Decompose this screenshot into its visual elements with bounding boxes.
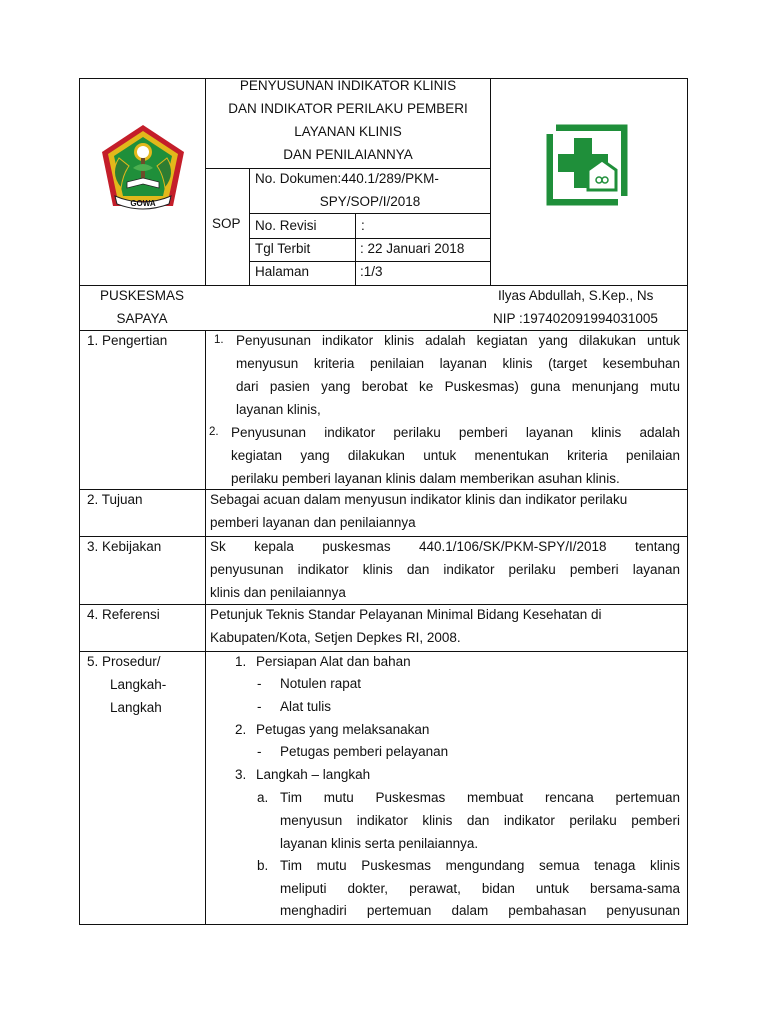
prosedur-step-3-text: Langkah – langkah xyxy=(256,767,371,782)
prosedur-step-1-number: 1. xyxy=(235,654,247,669)
prosedur-step-3a-line-2: menyusun indikator klinis dan indikator perilaku pemberi xyxy=(280,813,680,828)
pengertian-item-1-line-3: dari pasien yang berobat ke Puskesmas) guna menunjang mutu xyxy=(236,379,680,394)
halaman-label: Halaman xyxy=(255,264,310,279)
puskesmas-logo xyxy=(546,124,628,206)
section-label-pengertian: 1. Pengertian xyxy=(87,333,168,348)
referensi-line-2: Kabupaten/Kota, Setjen Depkes RI, 2008. xyxy=(210,630,461,645)
prosedur-step-3a-line-1: Tim mutu Puskesmas membuat rencana pertemuan xyxy=(280,790,680,805)
tgl-terbit-label: Tgl Terbit xyxy=(255,241,311,256)
pengertian-item-1-number: 1. xyxy=(214,334,224,346)
prosedur-step-3-number: 3. xyxy=(235,767,247,782)
pengertian-item-2-line-2: kegiatan yang dilakukan untuk menentukan kriteria penilaian xyxy=(231,448,680,463)
border-right xyxy=(687,78,688,925)
section-label-kebijakan: 3. Kebijakan xyxy=(87,539,162,554)
prosedur-step-1-sub-2: Alat tulis xyxy=(280,699,332,714)
dash-bullet: - xyxy=(257,676,262,691)
kebijakan-line-3: klinis dan penilaiannya xyxy=(210,585,346,600)
kebijakan-line-2: penyusunan indikator klinis dan indikator perilaku pemberi layanan xyxy=(210,562,680,577)
pengertian-item-2-line-3: perilaku pemberi layanan klinis dalam memberikan asuhan klinis. xyxy=(231,471,620,486)
pengertian-item-1-line-4: layanan klinis, xyxy=(236,402,321,417)
section-label-referensi: 4. Referensi xyxy=(87,607,160,622)
revisi-value: : xyxy=(361,218,365,233)
pengertian-item-2-number: 2. xyxy=(209,426,219,438)
prosedur-step-3a-letter: a. xyxy=(257,790,269,805)
prosedur-step-2-number: 2. xyxy=(235,722,247,737)
doc-number-label: No. Dokumen:440.1/289/PKM- xyxy=(255,171,439,186)
sop-document xyxy=(79,78,688,925)
tujuan-line-1: Sebagai acuan dalam menyusun indikator klinis dan indikator perilaku xyxy=(210,492,628,507)
pengertian-item-1-line-1: Penyusunan indikator klinis adalah kegiatan yang dilakukan untuk xyxy=(236,333,680,348)
tgl-terbit-value: : 22 Januari 2018 xyxy=(360,241,465,256)
org-name-line-2: SAPAYA xyxy=(116,311,168,326)
prosedur-step-2-sub-1: Petugas pemberi pelayanan xyxy=(280,744,449,759)
title-line-3: LAYANAN KLINIS xyxy=(294,124,402,139)
doc-number-continuation: SPY/SOP/I/2018 xyxy=(319,194,421,209)
dash-bullet: - xyxy=(257,744,262,759)
signer-nip: NIP :197402091994031005 xyxy=(493,311,658,326)
referensi-line-1: Petunjuk Teknis Standar Pelayanan Minimal Bidang Kesehatan di xyxy=(210,607,602,622)
body-divider xyxy=(205,330,206,925)
border-left xyxy=(79,78,80,925)
gowa-emblem-logo xyxy=(99,122,187,214)
sop-divider xyxy=(249,168,250,285)
section-label-tujuan: 2. Tujuan xyxy=(87,492,143,507)
halaman-value: :1/3 xyxy=(360,264,383,279)
title-line-1: PENYUSUNAN INDIKATOR KLINIS xyxy=(239,78,457,93)
section-label-prosedur-line-3: Langkah xyxy=(110,700,162,715)
sop-label: SOP xyxy=(212,216,241,231)
border-bottom xyxy=(79,924,688,925)
revisi-label: No. Revisi xyxy=(255,218,317,233)
prosedur-step-3a-line-3: layanan klinis serta penilaiannya. xyxy=(280,836,479,851)
prosedur-step-2-text: Petugas yang melaksanakan xyxy=(256,722,430,737)
section-label-prosedur: 5. Prosedur/ xyxy=(87,654,161,669)
value-divider xyxy=(355,213,356,285)
signer-name: Ilyas Abdullah, S.Kep., Ns xyxy=(498,288,654,303)
prosedur-step-3b-line-1: Tim mutu Puskesmas mengundang semua tenaga klinis xyxy=(280,858,680,873)
prosedur-step-1-sub-1: Notulen rapat xyxy=(280,676,362,691)
prosedur-step-3b-letter: b. xyxy=(257,858,269,873)
tujuan-line-2: pemberi layanan dan penilaiannya xyxy=(210,515,416,530)
prosedur-step-1-text: Persiapan Alat dan bahan xyxy=(256,654,411,669)
org-name-line-1: PUSKESMAS xyxy=(99,288,185,303)
kebijakan-line-1: Sk kepala puskesmas 440.1/106/SK/PKM-SPY/I/2018 tentang xyxy=(210,539,680,554)
logo-ribbon-text: GOWA xyxy=(130,199,156,208)
prosedur-step-3b-line-3: menghadiri pertemuan dalam pembahasan penyusunan xyxy=(280,903,680,918)
pengertian-item-1-line-2: menyusun kriteria penilaian layanan klinis (target kesembuhan xyxy=(236,356,680,371)
pengertian-item-2-line-1: Penyusunan indikator perilaku pemberi layanan klinis adalah xyxy=(231,425,680,440)
prosedur-step-3b-line-2: meliputi dokter, perawat, bidan untuk bersama-sama xyxy=(280,881,680,896)
dash-bullet: - xyxy=(257,699,262,714)
title-line-4: DAN PENILAIANNYA xyxy=(283,147,413,162)
title-line-2: DAN INDIKATOR PERILAKU PEMBERI xyxy=(228,101,468,116)
section-label-prosedur-line-2: Langkah- xyxy=(110,677,167,692)
